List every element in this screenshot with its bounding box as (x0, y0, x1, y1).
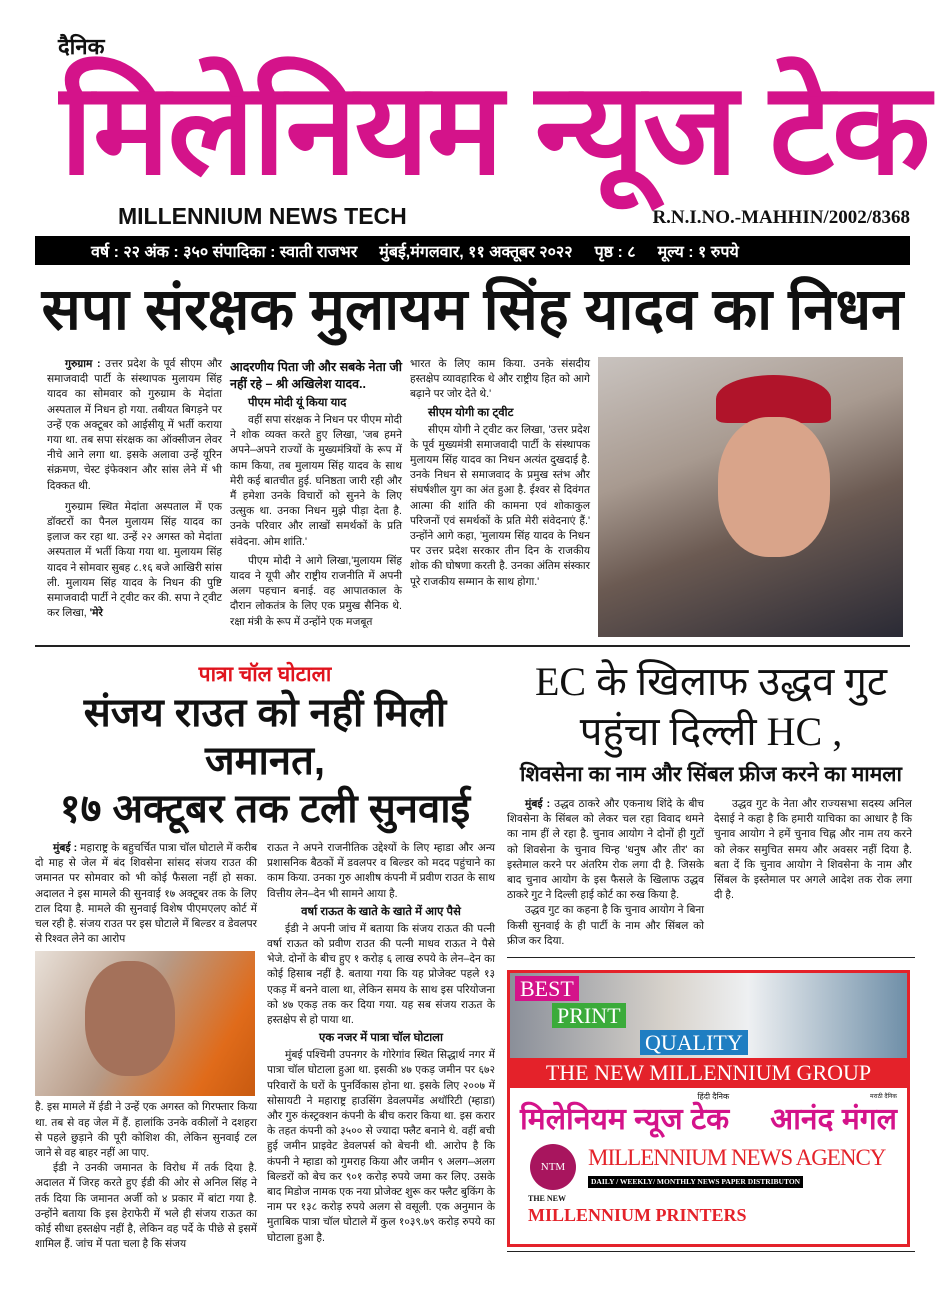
paragraph: सीएम योगी ने ट्वीट कर लिखा, 'उत्तर प्रदेश के पूर्व मुख्यमंत्री समाजवादी पार्टी के संस्थापक मुलायम सिंह यादव का निधन अत्यंत दुखदाई है. उनके निधन से समाजवाद के प्रमुख स्तंभ और संघर्षशील युग का अंत हुआ है. ईश्वर से दिवंगत आत्मा की शांति की कामना एवं शोकाकुल परिजनों एवं समर्थकों के प्रति मेरी संवेदनाएं हैं.' उन्होंने आगे कहा, 'मुलायम सिंह यादव के निधन पर उत्तर प्रदेश सरकार तीन दिन के राजकीय शोक की घोषणा करती है. उनका अंतिम संस्कार पूरे राजकीय सम्मान के साथ होगा.' (410, 423, 590, 588)
agency-block (588, 1145, 885, 1189)
raut-column-1-bottom (35, 1100, 257, 1252)
printers-block (510, 1190, 907, 1230)
paragraph: पीएम मोदी ने आगे लिखा,'मुलायम सिंह यादव ने यूपी और राष्ट्रीय राजनीति में अपनी अलग पहचान बनाई. वह आपातकाल के दौरान लोकतंत्र के लिए एक प्रमुख सैनिक थे. रक्षा मंत्री के रूप में उन्होंने एक मजबूत (230, 554, 402, 628)
face (85, 961, 175, 1076)
ec-columns (507, 797, 915, 949)
subheading: सीएम योगी का ट्वीट (428, 406, 514, 419)
raut-columns (35, 841, 495, 1252)
millennium-group-ad (507, 970, 910, 1247)
paragraph: उद्धव गुट के नेता और राज्यसभा सदस्य अनिल देसाई ने कहा है कि हमारी याचिका का आधार है कि चुनाव आयोग ने हमें चुनाव चिह्न और नाम तय करने को लेकर समुचित समय और अवसर नहीं दिया है. बता दें कि चुनाव आयोग ने शिवसेना के नाम और सिंबल के इस्तेमाल पर अगले आदेश तक रोक लगा दी है. (714, 798, 912, 902)
masthead (35, 34, 929, 265)
raut-column-1-top (35, 841, 257, 947)
paragraph: ईडी ने अपनी जांच में बताया कि संजय राऊत की पत्नी वर्षा राऊत को प्रवीण राउत की पत्नी माधव राऊत ने पैसे भेजे. दोनों के बीच हुए १ करोड़ ६ लाख रुपये के लेन–देन का कोई हिसाब नहीं है. बताया गया कि यह प्रोजेक्ट पहले १३ एकड़ में बनने वाला था, लेकिन समय के साथ इस परियोजना को ४७ एकड़ तक कर दिया गया. यह सब संजय राऊत के हस्तक्षेप से हो पाया था. (267, 922, 495, 1027)
paper2 (770, 1092, 897, 1138)
headline-line-1: EC के खिलाफ उद्धव गुट (534, 659, 888, 704)
lead-column-2 (230, 357, 402, 630)
raut-headline (35, 689, 495, 833)
lead-column-3 (410, 357, 590, 590)
dateline: मुंबई : (53, 842, 78, 854)
ec-story (507, 657, 915, 1252)
masthead-english-title: MILLENNIUM NEWS TECH (118, 203, 407, 229)
paper1 (520, 1092, 729, 1138)
info-bar (35, 236, 910, 265)
subheading: एक नजर में पात्रा चॉल घोटाला (319, 1032, 443, 1045)
headline-line-2: पहुंचा दिल्ली HC , (579, 709, 843, 754)
masthead-subrow (35, 200, 910, 236)
raut-story (35, 657, 495, 1252)
dateline: मुंबई : (525, 798, 551, 810)
paragraph: उत्तर प्रदेश के पूर्व सीएम और समाजवादी पार्टी के संस्थापक मुलायम सिंह यादव का सोमवार को गुरुग्राम के मेदांता अस्पताल में निधन हो गया. तबीयत बिगड़ने पर उन्हें एक अक्टूबर को आईसीयू में भर्ती कराया गया था. तब सपा संरक्षक का ऑक्सीजन लेवर नीचे आने लगा था. इसके अलावा उन्हें यूरिन संक्रमण, चेस्ट इंफेक्शन और सांस लेने में भी दिक्कत थी. (47, 358, 222, 492)
lead-column-1 (47, 357, 222, 621)
divider (35, 645, 910, 647)
ec-column-1 (507, 797, 704, 949)
headline-line-2: १७ अक्टूबर तक टली सुनवाई (59, 787, 471, 831)
printers-name: MILLENNIUM PRINTERS (528, 1205, 747, 1226)
paper2-logo: आनंद मंगल (770, 1103, 897, 1137)
print-tag: PRINT (552, 1003, 626, 1028)
paragraph: उद्धव गुट का कहना है कि चुनाव आयोग ने बिना किसी सुनवाई के ही पार्टी के नाम और सिंबल को फ्रीज कर दिया. (507, 904, 704, 947)
masthead-title: मिलेनियम न्यूज टेक (60, 58, 929, 201)
akhilesh-quote: आदरणीय पिता जी और सबके नेता जी नहीं रहे – श्री अखिलेश यादव.. (230, 360, 402, 391)
printers-small-label: THE NEW (528, 1194, 567, 1204)
paragraph: वहीं सपा संरक्षक ने निधन पर पीएम मोदी ने शोक व्यक्त करते हुए लिखा, 'जब हमने अपने–अपने राज्यों के मुख्यमंत्रियों के रूप में काम किया, तब मुलायम सिंह यादव के साथ मेरी कई बातचीत हुई. घनिष्ठता जारी रही और मैं हमेशा उनके विचारों को सुनने के लिए उत्सुक था. उनका निधन मुझे पीड़ा देता है. उनके परिवार और लाखों समर्थकों के प्रति संवेदना. ओम शांति.' (230, 414, 402, 548)
paragraph: भारत के लिए काम किया. उनके संसदीय हस्तक्षेप व्यावहारिक थे और राष्ट्रीय हित को आगे बढ़ाने पर जोर देते थे.' (410, 358, 590, 401)
paragraph: है. इस मामले में ईडी ने उन्हें एक अगस्त को गिरफ्तार किया था. तब से वह जेल में हैं. हालांकि उनके वकीलों ने दशहरा से पहले छुड़ाने की पूरी कोशिश की, लेकिन सुनवाई टल जाने से वह बाहर नहीं आ पाए. (35, 1101, 257, 1160)
best-tag: BEST (515, 976, 579, 1001)
paragraph: उद्धव ठाकरे और एकनाथ शिंदे के बीच शिवसेना के सिंबल को लेकर चल रहा विवाद थमने का नाम हीं ले रहा है. चुनाव आयोग ने दोनों ही गुटों को शिवसेना के चुनाव चिन्ह 'धनुष और तीर' का इस्तेमाल करने पर अंतरिम रोक लगा दी है. जिसके बाद चुनाव आयोग के इस फैसले के खिलाफ उद्धव ठाकरे गुट ने दिल्ली हाई कोर्ट का रुख किया है. (507, 798, 704, 902)
price: मूल्य : १ रुपये (657, 243, 739, 261)
raut-column-1 (35, 841, 257, 1252)
masthead-daily-label: दैनिक (58, 34, 105, 59)
paragraph: राऊत ने अपने राजनीतिक उद्देश्यों के लिए म्हाडा और अन्य प्रशासनिक बैठकों में डवलपर व बिल्डर को मदद पहुंचाने का काम किया. उनका गुरु आशीष कंपनी में प्रवीण राउत के साथ वित्तीय लेन–देन भी सामने आया है. (267, 842, 495, 900)
raut-column-2 (267, 841, 495, 1246)
paragraph: मुंबई पश्चिमी उपनगर के गोरेगांव स्थित सिद्धार्थ नगर में पात्रा चॉल घोटाला हुआ था. इसकी ४७ एकड़ जमीन पर ६७२ परिवारों के घरों के पुनर्विकास होना था. इसके लिए २००७ में सोसायटी ने महाराष्ट्र हाउसिंग डेवलपमेंड अथॉरिटी (म्हाडा) और गुरु कंस्ट्रक्शन कंपनी के बीच करार किया था. इस करार के तहत कंपनी को ३५०० से ज्यादा फ्लैट बनाने थे. वहीं बची हुई जमीन प्राइवेट डेवलपर्स को बेचनी थी. आरोप है कि कंपनी ने म्हाडा को गुमराह किया और जमीन ९ अलग–अलग बिल्डरों को बेच कर ९०१ करोड़ रुपये जमा कर लिए. उसके बाद मिडोज नामक एक नया प्रोजेक्ट शुरू कर फ्लैट बुकिंग के नाम पर १३८ करोड़ रुपये अलग से वसूली. एक अनुमान के मुताबिक पात्रा चॉल घोटाले में कुल १०३९.७९ करोड़ रुपये का घोटाला हुआ है. (267, 1049, 495, 1244)
paragraph: गुरुग्राम स्थित मेदांता अस्पताल में एक डॉक्टरों का पैनल मुलायम सिंह यादव का इलाज कर रहा था. उन्हें २२ अगस्त को मेदांता अस्पताल में भर्ती किया गया था. मुलायम सिंह यादव ने सोमवार सुबह ८.१६ बजे आखिरी सांस ली. मुलायम सिंह यादव के निधन की पुष्टि समाजवादी पार्टी ने ट्वीट कर की. सपा ने ट्वीट कर लिखा, (47, 500, 222, 620)
ec-subhead: शिवसेना का नाम और सिंबल फ्रीज करने का मामला (520, 763, 902, 786)
paragraph: महाराष्ट्र के बहुचर्चित पात्रा चॉल घोटाले में करीब दो माह से जेल में बंद शिवसेना सांसद संजय राउत की जमानत पर सोमवार को भी कोई फैसला नहीं हो सका. अदालत ने इस मामले की सुनवाई १७ अक्टूबर तक के लिए टाल दिया है. मामले की सुनवाई विशेष पीएमएलए कोर्ट में चल रही है. संजय राउत पर इस घोटाले में बिल्डर व डेवलपर से रिश्वत लेने का आरोप (35, 842, 257, 946)
headline-line-1: संजय राउत को नहीं मिली जमानत, (83, 691, 447, 783)
hindi-daily-label: हिंदी दैनिक (697, 1092, 730, 1102)
quality-tag: QUALITY (640, 1030, 748, 1055)
issue-info: वर्ष : २२ अंक : ३५० संपादिका : स्वाती राजभर (91, 243, 358, 261)
paragraph: ईडी ने उनकी जमानत के विरोध में तर्क दिया है. अदालत में जिरह करते हुए ईडी की ओर से अनिल सिंह ने तर्क दिया कि जमानत अर्जी को ४ प्रकार में बांटा गया है. उन्होंने बताया कि इस हेराफेरी में भले ही संजय राऊत का कोई सीधा हस्तक्षेप नहीं है, लेकिन वह पर्दे के पीछे से इसमें शामिल हैं. जांच में पता चला है कि संजय (35, 1162, 257, 1251)
dateline: गुरुग्राम : (65, 358, 101, 370)
group-banner: THE NEW MILLENNIUM GROUP (510, 1058, 907, 1088)
face (718, 417, 830, 557)
place-date: मुंबई,मंगलवार, ११ अक्तूबर २०२२ (379, 243, 573, 261)
paper-logos (510, 1088, 907, 1138)
ec-headline (507, 657, 915, 757)
lead-story (35, 357, 910, 637)
paragraph-bold: 'मेरे (89, 607, 103, 620)
printing-press-photo (510, 973, 907, 1058)
red-cap (716, 375, 831, 423)
agency-name: MILLENNIUM NEWS AGENCY (588, 1145, 886, 1171)
agency-tagline: DAILY / WEEKLY/ MONTHLY NEWS PAPER DISTRIBUTON (588, 1176, 803, 1188)
ec-column-2 (714, 797, 912, 903)
divider (507, 1251, 915, 1252)
subheading: वर्षा राऊत के खाते के खाते में आए पैसे (301, 905, 461, 918)
lower-section (35, 657, 910, 1252)
lead-headline: सपा संरक्षक मुलायम सिंह यादव का निधन (41, 277, 904, 342)
paper1-logo: मिलेनियम न्यूज टेक (520, 1103, 730, 1137)
rni-number: R.N.I.NO.-MAHHIN/2002/8368 (652, 207, 910, 228)
printers-logo-icon: NTM (530, 1144, 576, 1190)
agency-row (510, 1138, 907, 1190)
subheading: पीएम मोदी यूं किया याद (248, 397, 347, 409)
raut-kicker: पात्रा चॉल घोटाला (198, 663, 332, 686)
mulayam-photo (598, 357, 903, 637)
sanjay-raut-photo (35, 951, 255, 1096)
page-number: पृष्ठ : ८ (594, 243, 636, 261)
divider (507, 957, 915, 958)
marathi-daily-label: मराठी दैनिक (870, 1094, 897, 1101)
